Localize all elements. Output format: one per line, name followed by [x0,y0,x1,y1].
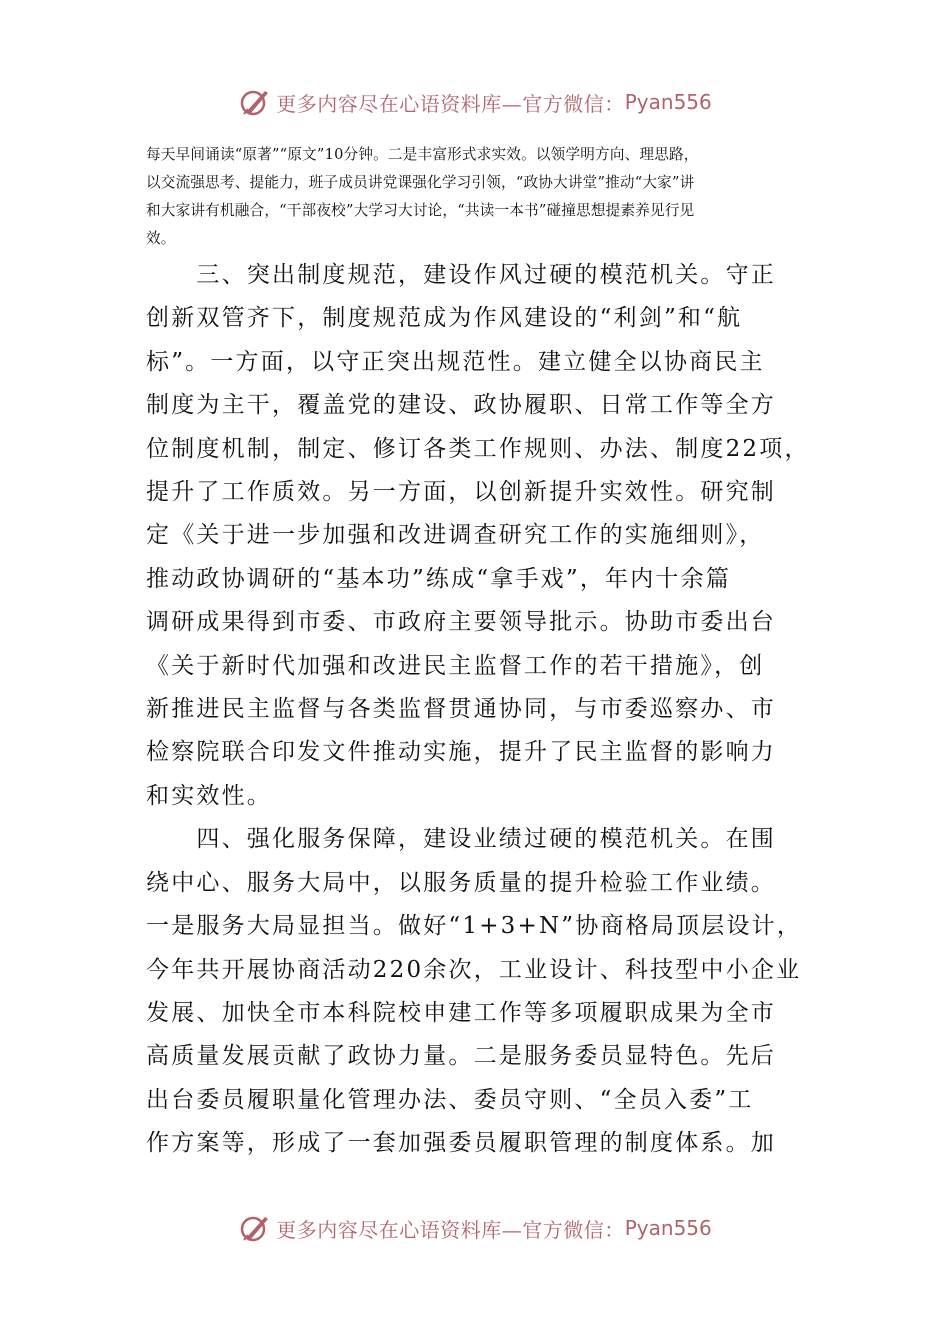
body-line: 新推进民主监督与各类监督贯通协同，与市委巡察办、市 [146,696,776,723]
body-line: 标”。一方面，以守正突出规范性。建立健全以协商民主 [146,348,765,375]
body-line: 四、强化服务保障，建设业绩过硬的模范机关。在围 [146,826,776,853]
body-line: 调研成果得到市委、市政府主要领导批示。协助市委出台 [146,609,776,636]
lead-paragraph [146,141,806,253]
body-line: 作方案等，形成了一套加强委员履职管理的制度体系。加 [146,1130,776,1157]
body-line: 定《关于进一步加强和改进调查研究工作的实施细则》， [146,522,765,549]
lead-line: 以交流强思考、提能力，班子成员讲党课强化学习引领，“政协大讲堂”推动“大家”讲 [146,174,695,191]
banner-text: 更多内容尽在心语资料库—官方微信： [276,91,625,116]
banner-text: 更多内容尽在心语资料库—官方微信： [276,1217,625,1242]
body-line: 检察院联合印发文件推动实施，提升了民主监督的影响力 [146,739,776,766]
quill-logo-icon [238,1213,272,1243]
body-line: 提升了工作质效。另一方面，以创新提升实效性。研究制 [146,479,776,506]
banner-wechat-id: Pyan556 [624,90,712,114]
body-line: 推动政协调研的“基本功”练成“拿手戏”，年内十余篇 [146,565,732,592]
body-line: 发展、加快全市本科院校申建工作等多项履职成果为全市 [146,999,776,1026]
body-line: 《关于新时代加强和改进民主监督工作的若干措施》，创 [146,652,765,679]
lead-line: 和大家讲有机融合，“干部夜校”大学习大讨论，“共读一本书”碰撞思想提素养见行见 [146,202,695,219]
body-line: 三、突出制度规范，建设作风过硬的模范机关。守正 [146,262,776,288]
body-line: 位制度机制，制定、修订各类工作规则、办法、制度22项， [146,435,810,462]
body-line: 高质量发展贡献了政协力量。二是服务委员显特色。先后 [146,1043,776,1070]
header-banner [0,82,950,122]
lead-line: 效。 [146,230,176,247]
body-line: 和实效性。 [146,782,272,809]
body-line: 绕中心、服务大局中，以服务质量的提升检验工作业绩。 [146,869,776,896]
footer-banner [0,1208,950,1248]
body-text [146,254,818,1166]
body-line: 制度为主干，覆盖党的建设、政协履职、日常工作等全方 [146,392,776,419]
quill-logo-icon [238,87,272,117]
body-line: 出台委员履职量化管理办法、委员守则、“全员入委”工 [146,1086,754,1113]
body-line: 创新双管齐下，制度规范成为作风建设的“利剑”和“航 [146,305,743,332]
body-line: 今年共开展协商活动220余次，工业设计、科技型中小企业 [146,956,802,983]
body-line: 一是服务大局显担当。做好“1+3+N”协商格局顶层设计， [146,913,803,940]
lead-line: 每天早间诵读“原著”“原文”10分钟。二是丰富形式求实效。以领学明方向、理思路， [146,146,699,163]
banner-wechat-id: Pyan556 [624,1216,712,1240]
